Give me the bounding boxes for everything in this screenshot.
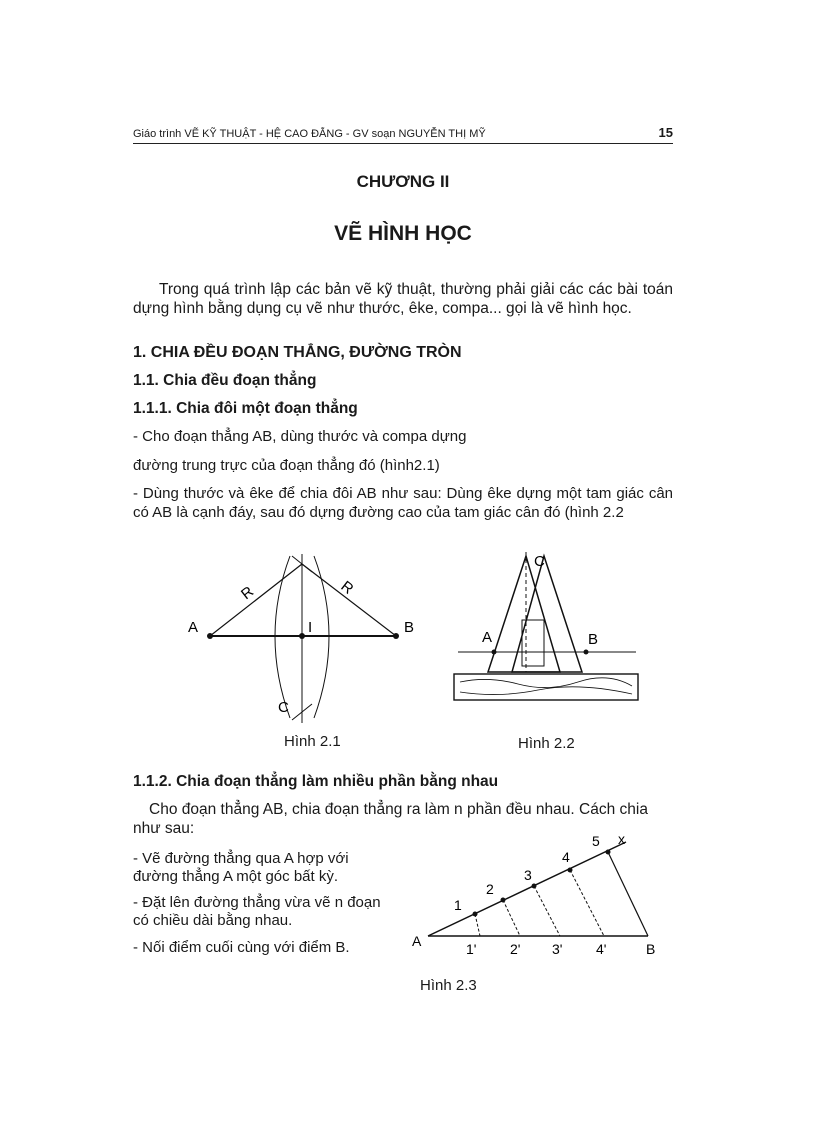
label-bottom-1: 1': [466, 941, 477, 957]
label-top-1: 1: [454, 897, 462, 913]
intro-paragraph-2: Cho đoạn thẳng AB, chia đoạn thẳng ra làm n phần đều nhau. Cách chia như sau:: [133, 801, 648, 837]
bullet-1-line-2: đường trung trực của đoạn thẳng đó (hình2.1): [133, 457, 440, 474]
step-3: - Nối điểm cuối cùng với điểm B.: [133, 939, 350, 956]
label-c: C: [534, 553, 545, 570]
point-a: [492, 650, 497, 655]
point-a: [207, 633, 213, 639]
label-x: x: [618, 831, 625, 847]
label-i: I: [308, 619, 313, 636]
label-bottom-3: 3': [552, 941, 563, 957]
step-2: - Đặt lên đường thẳng vừa vẽ n đoạn có chiều dài bằng nhau.: [133, 894, 381, 929]
figure-2-3-caption: Hình 2.3: [420, 977, 477, 994]
label-b: B: [404, 619, 415, 636]
step-1: - Vẽ đường thẳng qua A hợp với đường thẳng A một góc bất kỳ.: [133, 850, 349, 885]
arc-radius-left: [210, 564, 302, 636]
point-2: [501, 898, 506, 903]
parallel-3: [534, 886, 560, 936]
point-4: [568, 868, 573, 873]
figure-2-1: [180, 548, 430, 728]
point-b: [584, 650, 589, 655]
ruler-board: [454, 674, 638, 700]
bullet-2-paragraph: - Dùng thước và êke để chia đôi AB như sau: Dùng êke dựng một tam giác cân có AB là cạnh đáy, sau đó dựng đường cao của tam giác cân đó (hình 2.2: [133, 485, 673, 521]
page-header: [133, 125, 673, 144]
figure-2-2-caption: Hình 2.2: [518, 735, 575, 752]
parallel-1: [475, 914, 480, 936]
chapter-heading: CHƯƠNG II: [356, 172, 450, 191]
label-b: B: [588, 631, 599, 648]
label-a: A: [412, 933, 422, 949]
intro-paragraph: Trong quá trình lập các bản vẽ kỹ thuật, thường phải giải các các bài toán dựng hình bằng dụng cụ vẽ như thước, êke, compa... gọi là vẽ hình học.: [133, 281, 673, 317]
parallel-4: [570, 870, 604, 936]
set-square-cutout: [522, 620, 544, 666]
label-bottom-2: 2': [510, 941, 521, 957]
point-b: [393, 633, 399, 639]
ray-ax: [428, 842, 626, 936]
page-number: 15: [658, 125, 673, 140]
wood-grain-2: [460, 687, 632, 695]
label-top-5: 5: [592, 833, 600, 849]
point-3: [532, 884, 537, 889]
section-heading-1-1-2: 1.1.2. Chia đoạn thẳng làm nhiều phần bằng nhau: [133, 773, 499, 790]
label-top-4: 4: [562, 849, 570, 865]
section-heading-1: 1. CHIA ĐỀU ĐOẠN THẲNG, ĐƯỜNG TRÒN: [133, 344, 462, 361]
figure-2-2: [448, 548, 648, 708]
bullet-1-line-1: - Cho đoạn thẳng AB, dùng thước và compa dựng: [133, 428, 467, 445]
point-i: [299, 633, 305, 639]
figure-2-3: [408, 828, 668, 963]
point-5: [606, 850, 611, 855]
section-heading-1-1: 1.1. Chia đều đoạn thẳng: [133, 372, 317, 389]
label-a: A: [188, 619, 199, 636]
figure-2-1-caption: Hình 2.1: [284, 733, 341, 750]
point-1: [473, 912, 478, 917]
label-c: C: [278, 699, 289, 716]
arc-radius-right: [302, 564, 396, 636]
wood-grain-1: [460, 678, 632, 688]
label-top-3: 3: [524, 867, 532, 883]
parallel-2: [503, 900, 520, 936]
label-bottom-4: 4': [596, 941, 607, 957]
chapter-title: VẼ HÌNH HỌC: [334, 222, 472, 245]
header-title: Giáo trình VẼ KỸ THUẬT - HỆ CAO ĐẲNG - GV soạn NGUYỄN THỊ MỸ: [133, 128, 486, 140]
label-top-2: 2: [486, 881, 494, 897]
label-r-right: R: [337, 577, 357, 598]
section-heading-1-1-1: 1.1.1. Chia đôi một đoạn thẳng: [133, 400, 358, 417]
label-a: A: [482, 629, 493, 646]
connector-b: [608, 852, 648, 936]
label-r-left: R: [237, 583, 258, 604]
label-b: B: [646, 941, 656, 957]
